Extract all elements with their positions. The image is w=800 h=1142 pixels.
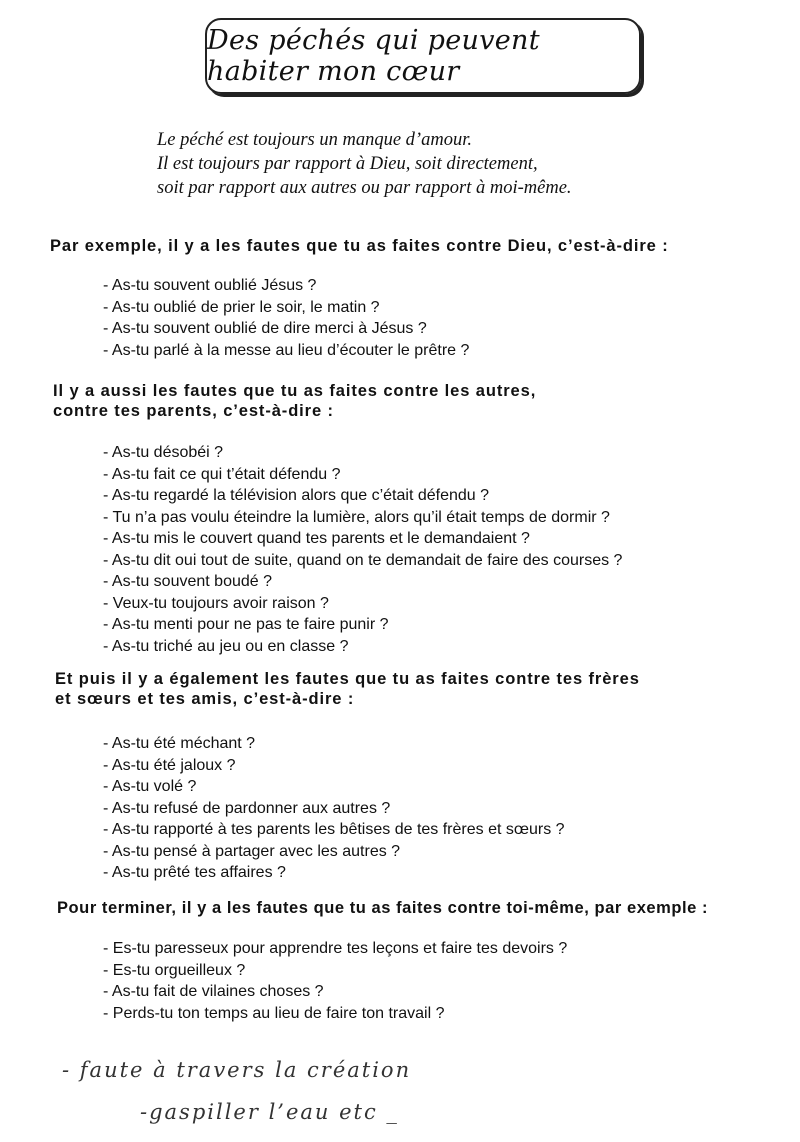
list-faults-god — [103, 275, 469, 361]
list-item: - As-tu désobéi ? — [103, 444, 224, 461]
list-item: - As-tu regardé la télévision alors que c’était défendu ? — [103, 487, 490, 504]
heading-line: Et puis il y a également les fautes que tu as faites contre tes frères — [55, 670, 640, 688]
list-item: - As-tu été jaloux ? — [103, 756, 236, 774]
list-item: - As-tu fait ce qui t’était défendu ? — [103, 465, 341, 483]
handwritten-note: -gaspiller l’eau etc _ — [140, 1100, 399, 1124]
list-item: - As-tu été méchant ? — [103, 735, 256, 752]
intro-line: Le péché est toujours un manque d’amour. — [157, 130, 472, 150]
intro-paragraph — [157, 128, 572, 200]
list-item: - As-tu mis le couvert quand tes parents et le demandaient ? — [103, 530, 530, 547]
section-heading-siblings — [55, 669, 640, 709]
list-item: - As-tu prêté tes affaires ? — [103, 864, 286, 881]
intro-line: Il est toujours par rapport à Dieu, soit directement, — [157, 154, 538, 174]
list-item: - As-tu rapporté à tes parents les bêtises de tes frères et sœurs ? — [103, 821, 565, 838]
list-item: - As-tu souvent boudé ? — [103, 573, 272, 590]
list-item: - Perds-tu ton temps au lieu de faire ton travail ? — [103, 1004, 445, 1022]
heading-line: et sœurs et tes amis, c’est-à-dire : — [55, 690, 355, 708]
list-faults-siblings — [103, 733, 565, 884]
list-item: - As-tu refusé de pardonner aux autres ? — [103, 799, 391, 817]
section-heading-god — [50, 236, 669, 256]
list-item: - As-tu oublié de prier le soir, le matin ? — [103, 298, 380, 316]
section-heading-self — [57, 898, 708, 918]
page-title: Des péchés qui peuvent habiter mon cœur — [207, 25, 540, 87]
heading-line: Pour terminer, il y a les fautes que tu as faites contre toi-même, par exemple : — [57, 899, 709, 917]
list-item: - As-tu volé ? — [103, 778, 197, 795]
list-item: - As-tu parlé à la messe au lieu d’écouter le prêtre ? — [103, 341, 470, 359]
list-item: - As-tu souvent oublié Jésus ? — [103, 277, 317, 294]
list-faults-others — [103, 442, 622, 657]
heading-line: Il y a aussi les fautes que tu as faites contre les autres, — [53, 382, 537, 400]
list-item: - Veux-tu toujours avoir raison ? — [103, 594, 329, 612]
heading-line: Par exemple, il y a les fautes que tu as faites contre Dieu, c’est-à-dire : — [50, 237, 669, 255]
title-box — [205, 18, 641, 94]
heading-line: contre tes parents, c’est-à-dire : — [53, 402, 334, 420]
list-item: - As-tu menti pour ne pas te faire punir ? — [103, 616, 389, 633]
intro-line: soit par rapport aux autres ou par rapport à moi-même. — [157, 178, 572, 198]
handwritten-note: - faute à travers la création — [62, 1058, 412, 1082]
list-item: - As-tu dit oui tout de suite, quand on te demandait de faire des courses ? — [103, 551, 623, 569]
list-item: - As-tu triché au jeu ou en classe ? — [103, 637, 349, 655]
section-heading-others — [53, 381, 536, 421]
list-item: - As-tu fait de vilaines choses ? — [103, 983, 324, 1000]
list-item: - Es-tu paresseux pour apprendre tes leçons et faire tes devoirs ? — [103, 940, 568, 957]
list-item: - Es-tu orgueilleux ? — [103, 961, 246, 979]
list-item: - As-tu souvent oublié de dire merci à Jésus ? — [103, 320, 427, 337]
list-item: - As-tu pensé à partager avec les autres ? — [103, 842, 401, 860]
list-item: - Tu n’a pas voulu éteindre la lumière, alors qu’il était temps de dormir ? — [103, 508, 610, 526]
list-faults-self — [103, 938, 567, 1024]
